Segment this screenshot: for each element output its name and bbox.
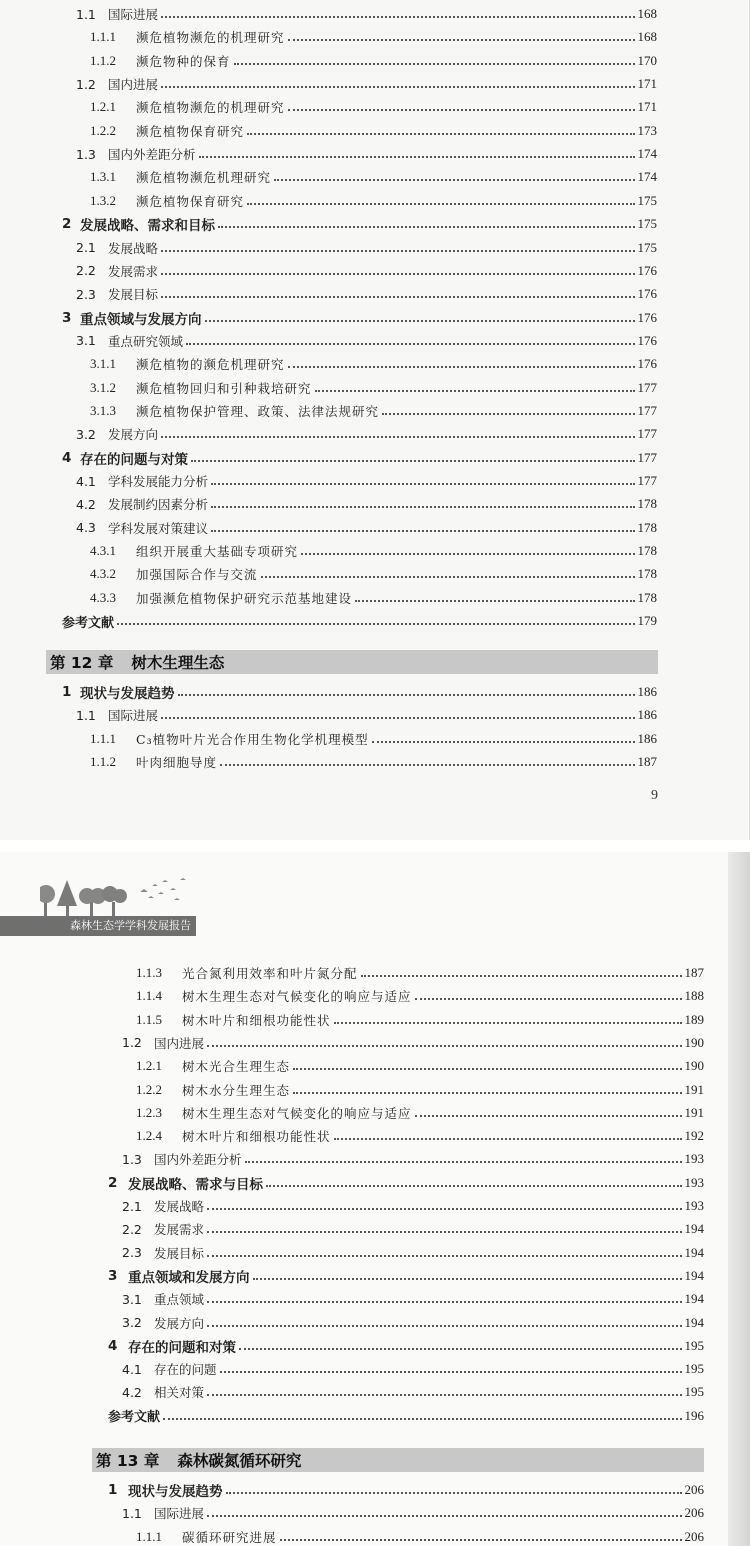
- dot-leader: [247, 203, 634, 205]
- dot-leader: [207, 1231, 681, 1233]
- dot-leader: [361, 975, 682, 977]
- toc-entry-page: 195: [684, 1384, 704, 1400]
- toc-entry-page: 178: [637, 496, 657, 512]
- toc-entry-level-3: [136, 1526, 704, 1546]
- toc-entry-title: 参考文献: [108, 1410, 161, 1426]
- toc-entry-number: 2.3: [122, 1245, 142, 1261]
- toc-entry-level-1: [108, 1335, 704, 1357]
- chapter-label: 第 13 章: [96, 1452, 160, 1470]
- toc-entry-page: 196: [684, 1407, 704, 1423]
- toc-entry-number: 3.1.1: [90, 356, 116, 372]
- dot-leader: [239, 1348, 682, 1350]
- toc-entry-page: 168: [637, 6, 657, 21]
- toc-entry-page: 187: [637, 753, 657, 769]
- toc-entry-number: 1.1.1: [90, 29, 116, 45]
- dot-leader: [186, 343, 634, 345]
- toc-entry-level-1: [108, 1172, 704, 1194]
- toc-entry-title: 树木叶片和细根功能性状: [182, 1129, 331, 1145]
- dot-leader: [207, 1325, 681, 1327]
- toc-entry-number: 4.2: [76, 496, 96, 512]
- toc-entry-title: 国际进展: [108, 708, 159, 724]
- toc-entry-page: 188: [684, 988, 704, 1004]
- chapter-label: 第 12 章: [50, 654, 114, 672]
- toc-entry-page: 178: [637, 543, 657, 559]
- dot-leader: [207, 1301, 681, 1303]
- toc-entry-level-2: [122, 1218, 704, 1240]
- toc-entry-page: 177: [637, 379, 657, 395]
- toc-entry-title: 国际进展: [154, 1506, 205, 1522]
- toc-entry-page: 178: [637, 566, 657, 582]
- toc-entry-number: 1.2: [76, 76, 96, 92]
- toc-entry-page: 177: [637, 402, 657, 418]
- toc-entry-title: 重点领域与发展方向: [80, 311, 202, 328]
- dot-leader: [220, 1371, 682, 1373]
- toc-entry-title: 存在的问题和对策: [128, 1339, 236, 1356]
- toc-entry-number: 4.1: [122, 1361, 142, 1377]
- toc-entry-level-2: [76, 423, 657, 445]
- toc-entry-number: 2: [62, 216, 72, 233]
- toc-entry-level-3: [90, 563, 657, 585]
- toc-entry-title: 碳循环研究进展: [182, 1529, 277, 1545]
- toc-entry-page: 206: [684, 1505, 704, 1521]
- dot-leader: [161, 86, 634, 88]
- toc-entry-page: 192: [684, 1128, 704, 1144]
- dot-leader: [205, 320, 635, 322]
- toc-entry-page: 191: [684, 1081, 704, 1097]
- toc-entry-title: 参考文献: [62, 615, 115, 631]
- toc-entry-title: 濒危植物濒危机理研究: [136, 170, 272, 186]
- toc-entry-level-2: [76, 237, 657, 259]
- toc-entry-number: 1.2.1: [136, 1058, 162, 1074]
- toc-entry-level-1: [62, 307, 657, 329]
- toc-entry-page: 168: [637, 29, 657, 45]
- dot-leader: [211, 506, 634, 508]
- toc-entry-level-2: [122, 1358, 704, 1380]
- toc-entry-title: 重点研究领域: [108, 333, 184, 349]
- toc-entry-title: 濒危植物保护管理、政策、法律法规研究: [136, 403, 380, 419]
- toc-entry-title: 重点领域和发展方向: [128, 1269, 250, 1286]
- toc-entry-number: 2.2: [122, 1221, 142, 1237]
- toc-entry-page: 170: [637, 52, 657, 68]
- toc-entry-number: 4.3: [76, 520, 96, 536]
- dot-leader: [163, 1418, 681, 1420]
- toc-entry-page: 176: [637, 332, 657, 348]
- toc-entry-title: 存在的问题: [154, 1362, 217, 1378]
- dot-leader: [372, 741, 635, 743]
- toc-entry-title: 树木水分生理生态: [182, 1082, 291, 1098]
- dot-leader: [415, 998, 682, 1000]
- toc-entry-title: 发展需求: [108, 263, 159, 279]
- toc-entry-page: 195: [684, 1337, 704, 1353]
- dot-leader: [274, 179, 634, 181]
- toc-entry-title: 树木生理生态对气候变化的响应与适应: [182, 1105, 412, 1121]
- dot-leader: [415, 1115, 682, 1117]
- toc-entry-title: 存在的问题与对策: [80, 451, 188, 468]
- toc-entry-level-2: [76, 330, 657, 352]
- chapter-12-heading: [46, 650, 658, 674]
- toc-entry-page: 173: [637, 122, 657, 138]
- toc-entry-page: 193: [684, 1151, 704, 1167]
- toc-entry-number: 1.2.1: [90, 99, 116, 115]
- toc-entry-level-2: [122, 1502, 704, 1524]
- toc-entry-level-2: [122, 1242, 704, 1264]
- dot-leader: [161, 273, 634, 275]
- toc-entry-page: 194: [684, 1221, 704, 1237]
- toc-entry-page: 176: [637, 356, 657, 372]
- toc-entry-number: 2.2: [76, 263, 96, 279]
- toc-entry-level-1: [108, 1479, 704, 1501]
- toc-entry-title: 发展目标: [154, 1245, 205, 1261]
- toc-entry-title: 濒危植物保育研究: [136, 193, 245, 209]
- toc-entry-page: 189: [684, 1011, 704, 1027]
- toc-entry-level-2: [76, 143, 657, 165]
- toc-entry-page: 193: [684, 1198, 704, 1213]
- toc-entry-number: 3.1.3: [90, 402, 116, 418]
- dot-leader: [161, 717, 634, 719]
- toc-entry-title: 发展战略: [108, 240, 159, 256]
- toc-entry-page: 190: [684, 1034, 704, 1050]
- toc-entry-page: 186: [637, 730, 657, 746]
- dot-leader: [288, 109, 635, 111]
- toc-entry-level-3: [136, 1009, 704, 1031]
- toc-entry-level-1: [108, 1265, 704, 1287]
- toc-entry-page: 176: [637, 286, 657, 302]
- dot-leader: [301, 553, 634, 555]
- dot-leader: [161, 16, 634, 18]
- dot-leader: [117, 623, 634, 625]
- toc-entry-page: 179: [637, 613, 657, 629]
- toc-entry-number: 3.2: [122, 1315, 142, 1330]
- dot-leader: [161, 250, 634, 252]
- toc-entry-page: 194: [684, 1291, 704, 1307]
- toc-references-entry: [62, 610, 657, 632]
- toc-entry-level-3: [90, 26, 657, 48]
- dot-leader: [234, 63, 635, 65]
- toc-entry-title: 加强濒危植物保护研究示范基地建设: [136, 590, 353, 606]
- toc-entry-number: 1.3: [76, 146, 96, 162]
- toc-entry-level-2: [76, 283, 657, 305]
- toc-entry-level-2: [76, 704, 657, 726]
- toc-entry-number: 1.3.2: [90, 192, 116, 208]
- toc-entry-level-2: [76, 517, 657, 539]
- toc-entry-number: 1.1.1: [90, 730, 116, 746]
- toc-entry-number: 4.3.1: [90, 543, 116, 559]
- toc-entry-number: 1: [108, 1482, 118, 1498]
- toc-entry-title: 重点领域: [154, 1292, 205, 1308]
- toc-entry-page: 171: [637, 99, 657, 115]
- toc-entry-level-3: [136, 1079, 704, 1101]
- toc-entry-page: 178: [637, 589, 657, 605]
- toc-entry-page: 194: [684, 1267, 704, 1283]
- dot-leader: [293, 1068, 681, 1070]
- toc-entry-level-3: [90, 50, 657, 72]
- toc-entry-number: 1.2.3: [136, 1104, 162, 1120]
- dot-leader: [207, 1255, 681, 1257]
- toc-entry-level-3: [90, 751, 657, 773]
- toc-entry-title: 树木叶片和细根功能性状: [182, 1012, 331, 1028]
- toc-entry-number: 1: [62, 684, 72, 700]
- toc-entry-page: 195: [684, 1361, 704, 1377]
- toc-entry-title: 组织开展重大基础专项研究: [136, 544, 299, 560]
- toc-entry-number: 1.2: [122, 1035, 142, 1051]
- toc-entry-page: 176: [637, 309, 657, 325]
- toc-entry-page: 194: [684, 1314, 704, 1330]
- toc-entry-level-2: [76, 3, 657, 25]
- toc-entry-level-2: [122, 1312, 704, 1334]
- page-gap: [0, 840, 750, 852]
- toc-entry-number: 4.3.3: [90, 589, 116, 605]
- toc-entry-level-2: [122, 1032, 704, 1054]
- toc-entry-page: 175: [637, 239, 657, 255]
- toc-entry-page: 177: [637, 426, 657, 442]
- toc-entry-number: 1.1: [122, 1505, 142, 1521]
- toc-entry-title: 现状与发展趋势: [128, 1484, 223, 1500]
- header-banner: 森林生态学学科发展报告: [0, 916, 196, 936]
- toc-entry-level-3: [136, 962, 704, 984]
- toc-entry-page: 174: [637, 169, 657, 185]
- toc-entry-title: 濒危植物濒危的机理研究: [136, 100, 285, 116]
- toc-entry-page: 175: [637, 216, 657, 232]
- toc-entry-number: 2.3: [76, 286, 96, 302]
- toc-entry-level-2: [76, 260, 657, 282]
- toc-references-entry: [108, 1405, 704, 1427]
- toc-entry-number: 3: [108, 1267, 118, 1284]
- toc-entry-number: 4.2: [122, 1384, 142, 1400]
- toc-entry-level-3: [136, 1125, 704, 1147]
- toc-entry-number: 3.1: [76, 333, 96, 349]
- dot-leader: [207, 1515, 681, 1517]
- toc-entry-level-3: [90, 96, 657, 118]
- toc-entry-number: 1.2.2: [136, 1081, 162, 1097]
- toc-entry-title: 叶肉细胞导度: [136, 754, 218, 770]
- toc-entry-level-3: [136, 1055, 704, 1077]
- toc-entry-page: 174: [637, 146, 657, 162]
- book-spine-shadow: [728, 852, 750, 1546]
- toc-entry-level-3: [136, 985, 704, 1007]
- toc-entry-page: 175: [637, 192, 657, 208]
- toc-entry-level-3: [90, 353, 657, 375]
- toc-entry-title: 濒危物种的保育: [136, 53, 231, 69]
- toc-entry-title: 发展需求: [154, 1222, 205, 1238]
- toc-entry-title: 发展目标: [108, 287, 159, 303]
- toc-entry-page: 187: [684, 965, 704, 980]
- toc-entry-level-2: [76, 493, 657, 515]
- toc-entry-title: 现状与发展趋势: [80, 686, 175, 702]
- toc-entry-title: 树木光合生理生态: [182, 1059, 291, 1075]
- toc-entry-title: 加强国际合作与交流: [136, 567, 258, 583]
- dot-leader: [207, 1045, 681, 1047]
- dot-leader: [334, 1138, 682, 1140]
- toc-entry-number: 1.3: [122, 1151, 142, 1167]
- toc-entry-level-3: [136, 1102, 704, 1124]
- toc-entry-number: 1.1.5: [136, 1011, 162, 1027]
- dot-leader: [288, 39, 635, 41]
- toc-entry-number: 1.1.1: [136, 1528, 162, 1544]
- toc-entry-title: 发展制约因素分析: [108, 497, 209, 513]
- toc-entry-page: 191: [684, 1104, 704, 1120]
- toc-entry-title: 国际进展: [108, 7, 159, 22]
- dot-leader: [280, 1539, 682, 1541]
- dot-leader: [161, 436, 634, 438]
- forest-header-illustration-icon: [40, 872, 200, 918]
- toc-entry-title: 树木生理生态对气候变化的响应与适应: [182, 989, 412, 1005]
- toc-entry-number: 4.1: [76, 473, 96, 489]
- dot-leader: [245, 1161, 682, 1163]
- toc-entry-title: 发展方向: [154, 1315, 205, 1331]
- toc-entry-level-3: [90, 377, 657, 399]
- toc-entry-level-3: [90, 400, 657, 422]
- dot-leader: [288, 366, 635, 368]
- toc-entry-level-2: [76, 470, 657, 492]
- toc-entry-page: 190: [684, 1058, 704, 1074]
- toc-entry-number: 1.3.1: [90, 169, 116, 185]
- toc-entry-title: 学科发展对策建议: [108, 520, 209, 536]
- chapter-name: 树木生理生态: [131, 654, 225, 672]
- toc-entry-level-3: [90, 120, 657, 142]
- toc-entry-title: 濒危植物的濒危机理研究: [136, 357, 285, 373]
- dot-leader: [211, 483, 634, 485]
- toc-entry-number: 3.2: [76, 426, 96, 442]
- toc-entry-level-3: [90, 587, 657, 609]
- toc-entry-level-3: [90, 190, 657, 212]
- chapter-13-heading: [92, 1448, 704, 1472]
- toc-entry-page: 186: [637, 707, 657, 723]
- dot-leader: [218, 226, 635, 228]
- toc-entry-number: 1.1: [76, 6, 96, 22]
- toc-entry-page: 206: [684, 1528, 704, 1544]
- dot-leader: [382, 413, 634, 415]
- page-number: 9: [651, 788, 658, 803]
- toc-entry-number: 2: [108, 1174, 118, 1191]
- toc-entry-title: 濒危植物濒危的机理研究: [136, 30, 285, 46]
- toc-entry-number: 1.2.4: [136, 1128, 162, 1144]
- dot-leader: [161, 296, 634, 298]
- toc-entry-page: 193: [684, 1174, 704, 1190]
- toc-entry-title: 濒危植物回归和引种栽培研究: [136, 380, 312, 396]
- toc-entry-title: 发展战略: [154, 1199, 205, 1214]
- dot-leader: [207, 1394, 681, 1396]
- toc-entry-level-1: [62, 681, 657, 703]
- toc-entry-number: 3.1: [122, 1291, 142, 1307]
- dot-leader: [178, 694, 635, 696]
- toc-entry-level-3: [90, 166, 657, 188]
- dot-leader: [199, 156, 635, 158]
- toc-entry-level-1: [62, 213, 657, 235]
- dot-leader: [266, 1185, 682, 1187]
- toc-entry-page: 171: [637, 76, 657, 92]
- toc-entry-page: 177: [637, 473, 657, 488]
- toc-entry-number: 1.1.2: [90, 52, 116, 68]
- toc-entry-page: 186: [637, 684, 657, 699]
- toc-entry-page: 194: [684, 1244, 704, 1260]
- dot-leader: [226, 1492, 682, 1494]
- toc-entry-number: 4: [108, 1337, 118, 1354]
- toc-entry-level-2: [76, 73, 657, 95]
- toc-entry-title: 发展战略、需求和目标: [80, 218, 215, 235]
- dot-leader: [355, 600, 634, 602]
- dot-leader: [211, 530, 634, 532]
- toc-entry-title: 发展战略、需求与目标: [128, 1176, 263, 1193]
- toc-entry-level-2: [122, 1288, 704, 1310]
- toc-entry-number: 3: [62, 309, 72, 326]
- toc-entry-level-3: [90, 540, 657, 562]
- toc-entry-title: 光合氮利用效率和叶片氮分配: [182, 966, 358, 981]
- dot-leader: [334, 1022, 682, 1024]
- toc-entry-number: 4: [62, 449, 72, 466]
- dot-leader: [220, 764, 634, 766]
- toc-entry-title: 国内外差距分析: [154, 1152, 242, 1168]
- toc-entry-title: C₃植物叶片光合作用生物化学机理模型: [136, 731, 369, 747]
- toc-entry-number: 1.1.3: [136, 965, 162, 980]
- toc-entry-title: 相关对策: [154, 1385, 205, 1401]
- toc-entry-page: 178: [637, 519, 657, 535]
- dot-leader: [293, 1092, 681, 1094]
- dot-leader: [207, 1208, 681, 1210]
- dot-leader: [191, 460, 635, 462]
- toc-entry-number: 1.1.4: [136, 988, 162, 1004]
- dot-leader: [261, 576, 635, 578]
- toc-entry-number: 3.1.2: [90, 379, 116, 395]
- toc-entry-level-3: [90, 728, 657, 750]
- toc-entry-number: 2.1: [122, 1198, 142, 1214]
- toc-entry-page: 206: [684, 1482, 704, 1497]
- toc-entry-title: 发展方向: [108, 427, 159, 443]
- toc-entry-title: 国内外差距分析: [108, 147, 196, 163]
- chapter-name: 森林碳氮循环研究: [177, 1452, 302, 1470]
- toc-entry-page: 177: [637, 449, 657, 465]
- toc-entry-number: 2.1: [76, 240, 96, 255]
- toc-entry-number: 1.1: [76, 707, 96, 723]
- toc-entry-title: 国内进展: [108, 77, 159, 93]
- toc-entry-number: 1.1.2: [90, 753, 116, 769]
- toc-entry-page: 176: [637, 262, 657, 278]
- dot-leader: [253, 1278, 682, 1280]
- toc-entry-level-2: [122, 1148, 704, 1170]
- toc-entry-level-1: [62, 447, 657, 469]
- dot-leader: [247, 133, 634, 135]
- toc-entry-title: 学科发展能力分析: [108, 474, 209, 489]
- toc-entry-title: 国内进展: [154, 1035, 205, 1051]
- toc-entry-level-2: [122, 1195, 704, 1217]
- toc-entry-level-2: [122, 1381, 704, 1403]
- toc-entry-number: 1.2.2: [90, 122, 116, 138]
- dot-leader: [315, 390, 635, 392]
- toc-entry-number: 4.3.2: [90, 566, 116, 582]
- toc-entry-title: 濒危植物保育研究: [136, 123, 245, 139]
